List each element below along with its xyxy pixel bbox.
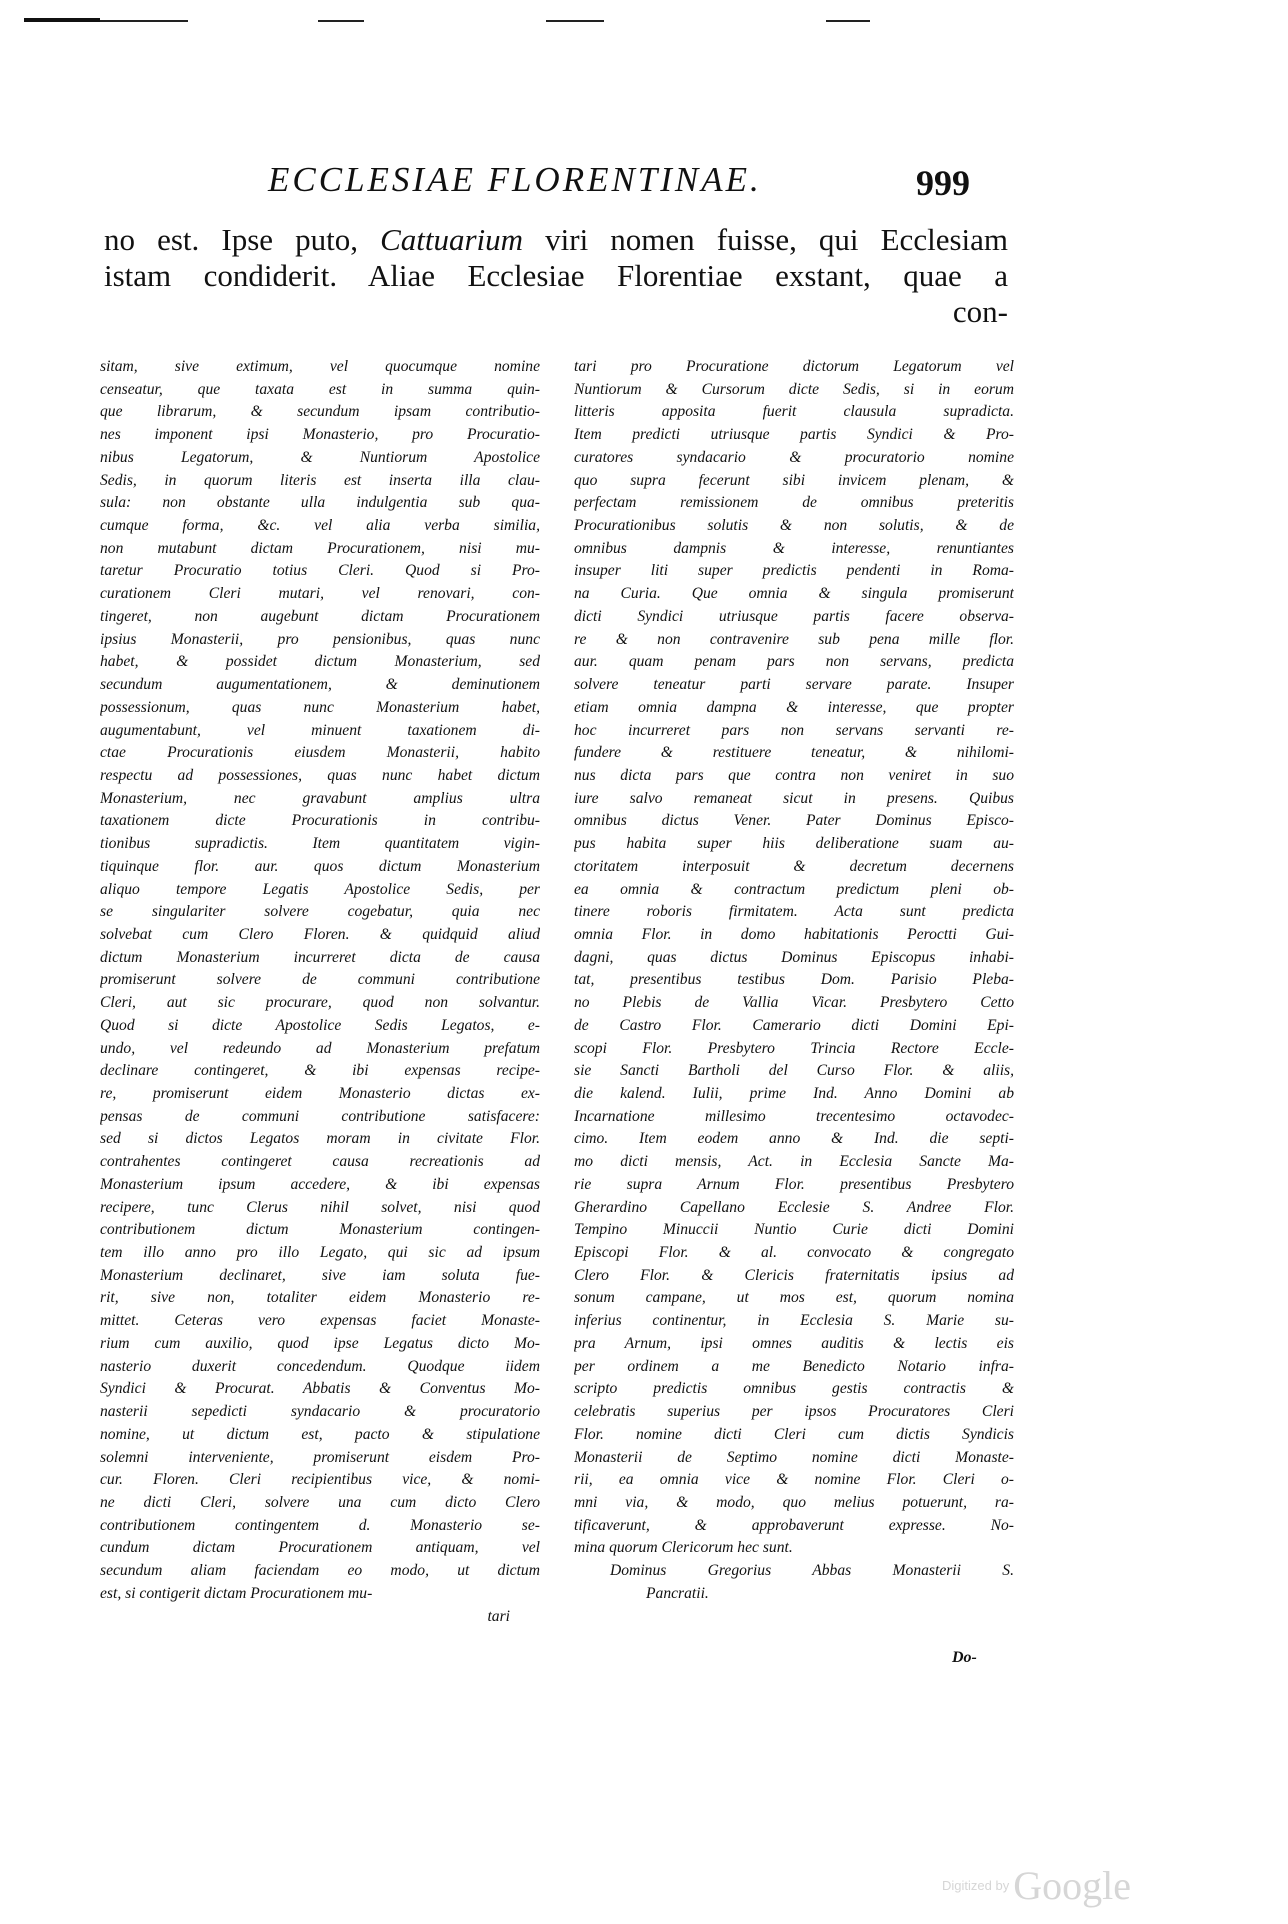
right-column-line: Flor. nomine dicti Cleri cum dictis Syndicis — [574, 1425, 1014, 1443]
left-column-line: possessionum, quas nunc Monasterium habet, — [100, 698, 540, 716]
right-column-line: tari pro Procuratione dictorum Legatorum vel — [574, 358, 1014, 375]
top-rule-left — [24, 18, 100, 22]
left-column-line: cumque forma, &c. vel alia verba similia, — [100, 517, 540, 535]
top-rule-mid-2 — [546, 20, 604, 22]
right-column-line: tinere roboris firmitatem. Acta sunt predicta — [574, 903, 1014, 921]
right-column-line: ea omnia & contractum predictum pleni ob- — [574, 880, 1014, 898]
right-column-line: rie supra Arnum Flor. presentibus Presbytero — [574, 1175, 1014, 1193]
right-column-line: omnibus dictus Vener. Pater Dominus Episco- — [574, 812, 1014, 830]
intro-italic-phrase: Cattuarium — [380, 222, 524, 257]
left-column-line: Cleri, aut sic procurare, quod non solvantur. — [100, 994, 540, 1012]
left-column-line: se singulariter solvere cogebatur, quia nec — [100, 903, 540, 921]
right-column-line: aur. quam penam pars non servans, predicta — [574, 653, 1014, 671]
right-column-line: celebratis superius per ipsos Procuratores Cleri — [574, 1403, 1014, 1421]
right-column-line: de Castro Flor. Camerario dicti Domini Epi- — [574, 1016, 1014, 1034]
left-column-line: sed si dictos Legatos moram in civitate Flor. — [100, 1130, 540, 1148]
left-column-line: censeatur, que taxata est in summa quin- — [100, 380, 540, 398]
right-column-line: scripto predictis omnibus gestis contractis & — [574, 1380, 1014, 1398]
right-column-line: Clero Flor. & Clericis fraternitatis ipsius ad — [574, 1266, 1014, 1284]
left-column-line: Monasterium declinaret, sive iam soluta fue- — [100, 1266, 540, 1284]
right-column-line: die kalend. Iulii, prime Ind. Anno Domini ab — [574, 1085, 1014, 1102]
right-column-line: dagni, quas dictus Dominus Episcopus inhabi- — [574, 948, 1014, 966]
left-column-line: declinare contingeret, & ibi expensas recipe- — [100, 1062, 540, 1080]
right-column-line: tificaverunt, & approbaverunt expresse. No- — [574, 1516, 1014, 1534]
left-column-line: habet, & possidet dictum Monasterium, sed — [100, 653, 540, 671]
left-column-line: tiquinque flor. aur. quos dictum Monasterium — [100, 857, 540, 875]
running-title: ECCLESIAE FLORENTINAE. — [268, 160, 762, 199]
right-column-line: etiam omnia dampna & interesse, que propter — [574, 698, 1014, 716]
right-column-line: Episcopi Flor. & al. convocato & congregato — [574, 1244, 1014, 1262]
left-column-line: tem illo anno pro illo Legato, qui sic ad ipsum — [100, 1244, 540, 1262]
left-column-line: non mutabunt dictam Procurationem, nisi mu- — [100, 539, 540, 557]
left-column-line: Monasterium, nec gravabunt amplius ultra — [100, 789, 540, 807]
right-column-line: mina quorum Clericorum hec sunt. — [574, 1539, 793, 1557]
right-column-line: ctoritatem interposuit & decretum decernens — [574, 857, 1014, 875]
left-column-line: Monasterium ipsum accedere, & ibi expensas — [100, 1175, 540, 1193]
left-column-line: rit, sive non, totaliter eidem Monasterio re- — [100, 1289, 540, 1307]
right-column-line: scopi Flor. Presbytero Trincia Rectore Eccle- — [574, 1039, 1014, 1057]
right-column-line: mni via, & modo, quo melius potuerunt, ra- — [574, 1493, 1014, 1511]
right-column-line: na Curia. Que omnia & singula promiserunt — [574, 585, 1014, 603]
left-column-line: Quod si dicte Apostolice Sedis Legatos, e- — [100, 1016, 540, 1034]
left-column-line: sitam, sive extimum, vel quocumque nomine — [100, 358, 540, 375]
right-column-line: hoc incurreret pars non servans servanti re- — [574, 721, 1014, 739]
right-column-line: omnibus dampnis & interesse, renuntiantes — [574, 539, 1014, 557]
left-column-line: contrahentes contingeret causa recreationis ad — [100, 1153, 540, 1171]
right-column-line: litteris apposita fuerit clausula supradicta. — [574, 403, 1014, 421]
right-column-line: mo dicti mensis, Act. in Ecclesia Sancte Ma- — [574, 1153, 1014, 1171]
left-column-line: solvebat cum Clero Floren. & quidquid aliud — [100, 925, 540, 943]
right-column-line: rii, ea omnia vice & nomine Flor. Cleri o- — [574, 1471, 1014, 1489]
left-column-line: curationem Cleri mutari, vel renovari, con- — [100, 585, 540, 603]
intro-line: istam condiderit. Aliae Ecclesiae Florentiae exstant, quae a — [104, 258, 1008, 293]
right-column-line: solvere teneatur parti servare parate. Insuper — [574, 676, 1014, 694]
watermark-small-text: Digitized by — [942, 1878, 1010, 1893]
left-column-line: secundum aliam faciendam eo modo, ut dictum — [100, 1562, 540, 1580]
right-column-line: dicti Syndici utriusque partis facere observa- — [574, 607, 1014, 625]
left-column-line: augumentabunt, vel minuent taxationem di- — [100, 721, 540, 739]
left-column-line: ne dicti Cleri, solvere una cum dicto Clero — [100, 1493, 540, 1511]
left-column-line: respectu ad possessiones, quas nunc habet dictum — [100, 766, 540, 784]
left-column-line: nasterio duxerit concedendum. Quodque iidem — [100, 1357, 540, 1375]
intro-paragraph — [104, 222, 1008, 330]
left-column-line: nes imponent ipsi Monasterio, pro Procuratio- — [100, 426, 540, 444]
top-rule-mid-1 — [318, 20, 364, 22]
left-column-line: contributionem contingentem d. Monasterio se- — [100, 1516, 540, 1534]
right-column-line: Monasterii de Septimo nomine dicti Monaste- — [574, 1448, 1014, 1466]
right-column-line: Tempino Minuccii Nuntio Curie dicti Domini — [574, 1221, 1014, 1239]
right-column-line: Incarnatione millesimo trecentesimo octavodec- — [574, 1107, 1014, 1125]
left-column-line: contributionem dictum Monasterium contingen- — [100, 1221, 540, 1239]
left-column-line: nomine, ut dictum est, pacto & stipulatione — [100, 1425, 540, 1443]
top-rule-left-thin — [100, 20, 188, 22]
right-column-line: omnia Flor. in domo habitationis Peroctti Gui- — [574, 925, 1014, 943]
left-column-line: taretur Procuratio totius Cleri. Quod si Pro- — [100, 562, 540, 580]
right-column-line: fundere & restituere teneatur, & nihilomi- — [574, 744, 1014, 762]
left-column-line: cur. Floren. Cleri recipientibus vice, & nomi- — [100, 1471, 540, 1489]
intro-line: no est. Ipse puto, Cattuarium viri nomen fuisse, qui Ecclesiam — [104, 222, 1008, 257]
left-column-line: Syndici & Procurat. Abbatis & Conventus Mo- — [100, 1380, 540, 1398]
left-column-line: que librarum, & secundum ipsam contributio- — [100, 403, 540, 421]
left-column-line: est, si contigerit dictam Procurationem mu- — [100, 1584, 373, 1602]
right-column-line: insuper liti super predictis pendenti in Roma- — [574, 562, 1014, 580]
right-column-line: re & non contravenire sub pena mille flor. — [574, 630, 1014, 648]
right-column-line: perfectam remissionem de omnibus preteritis — [574, 494, 1014, 512]
left-column-line: undo, vel redeundo ad Monasterium prefatum — [100, 1039, 540, 1057]
left-column-line: Sedis, in quorum literis est inserta illa clau- — [100, 471, 540, 489]
right-column-line: Nuntiorum & Cursorum dicte Sedis, si in eorum — [574, 380, 1014, 398]
right-column-line: tat, presentibus testibus Dom. Parisio Pleba- — [574, 971, 1014, 989]
right-column-line: Procurationibus solutis & non solutis, & de — [574, 517, 1014, 535]
left-column-line: re, promiserunt eidem Monasterio dictas ex- — [100, 1085, 540, 1102]
right-column-line: pus habita super hiis deliberatione suam au- — [574, 835, 1014, 853]
left-column-line: recipere, tunc Clerus nihil solvet, nisi quod — [100, 1198, 540, 1216]
page-header — [268, 160, 988, 210]
left-column-line: ipsius Monasterii, pro pensionibus, quas nunc — [100, 630, 540, 648]
left-column — [100, 356, 540, 1628]
right-column-line: nus dicta pars que contra non veniret in suo — [574, 766, 1014, 784]
left-column-line: secundum augumentationem, & deminutionem — [100, 676, 540, 694]
right-column-line: iure salvo remaneat sicut in presens. Quibus — [574, 789, 1014, 807]
right-column-line: Pancratii. — [646, 1584, 709, 1602]
right-column-line: curatores syndacario & procuratorio nomine — [574, 448, 1014, 466]
left-column-line: mittet. Ceteras vero expensas faciet Monaste- — [100, 1312, 540, 1330]
intro-line: con- — [952, 294, 1008, 329]
left-column-line: tionibus supradictis. Item quantitatem vigin- — [100, 835, 540, 853]
left-column-line: ctae Procurationis eiusdem Monasterii, habito — [100, 744, 540, 762]
right-column-line: pra Arnum, ipsi omnes auditis & lectis eis — [574, 1334, 1014, 1352]
left-column-line: dictum Monasterium incurreret dicta de causa — [100, 948, 540, 966]
right-column-line: quo supra fecerunt sibi invicem plenam, & — [574, 471, 1014, 489]
right-column-line: sie Sancti Bartholi del Curso Flor. & aliis, — [574, 1062, 1014, 1080]
left-column-line: pensas de communi contributione satisfacere: — [100, 1107, 540, 1125]
right-column-line: per ordinem a me Benedicto Notario infra- — [574, 1357, 1014, 1375]
left-column-line: rium cum auxilio, quod ipse Legatus dicto Mo- — [100, 1334, 540, 1352]
left-column-line: aliquo tempore Legatis Apostolice Sedis, per — [100, 880, 540, 898]
right-column — [574, 356, 1014, 1606]
left-column-line: tari — [487, 1607, 510, 1625]
left-column-line: sula: non obstante ulla indulgentia sub qua- — [100, 494, 540, 512]
right-column-line: Dominus Gregorius Abbas Monasterii S. — [610, 1562, 1014, 1580]
right-column-line: cimo. Item eodem anno & Ind. die septi- — [574, 1130, 1014, 1148]
left-column-line: nibus Legatorum, & Nuntiorum Apostolice — [100, 448, 540, 466]
left-column-line: solemni interveniente, promiserunt eisdem Pro- — [100, 1448, 540, 1466]
left-column-line: nasterii sepedicti syndacario & procuratorio — [100, 1403, 540, 1421]
right-column-line: Item predicti utriusque partis Syndici & Pro- — [574, 426, 1014, 444]
page-number: 999 — [916, 163, 970, 203]
top-rule-right — [826, 20, 870, 22]
digitized-by-google-watermark — [942, 1862, 1131, 1909]
right-column-line: inferius continentur, in Ecclesia S. Marie su- — [574, 1312, 1014, 1330]
left-column-line: promiserunt solvere de communi contributione — [100, 971, 540, 989]
catchword: Do- — [952, 1649, 977, 1666]
right-column-line: Gherardino Capellano Ecclesie S. Andree Flor. — [574, 1198, 1014, 1216]
left-column-line: tingeret, non augebunt dictam Procurationem — [100, 607, 540, 625]
right-column-line: sonum campane, ut mos est, quorum nomina — [574, 1289, 1014, 1307]
left-column-line: taxationem dicte Procurationis in contribu- — [100, 812, 540, 830]
watermark-logo-text: Google — [1013, 1863, 1131, 1908]
left-column-line: cundum dictam Procurationem antiquam, vel — [100, 1539, 540, 1557]
right-column-line: no Plebis de Vallia Vicar. Presbytero Cetto — [574, 994, 1014, 1012]
